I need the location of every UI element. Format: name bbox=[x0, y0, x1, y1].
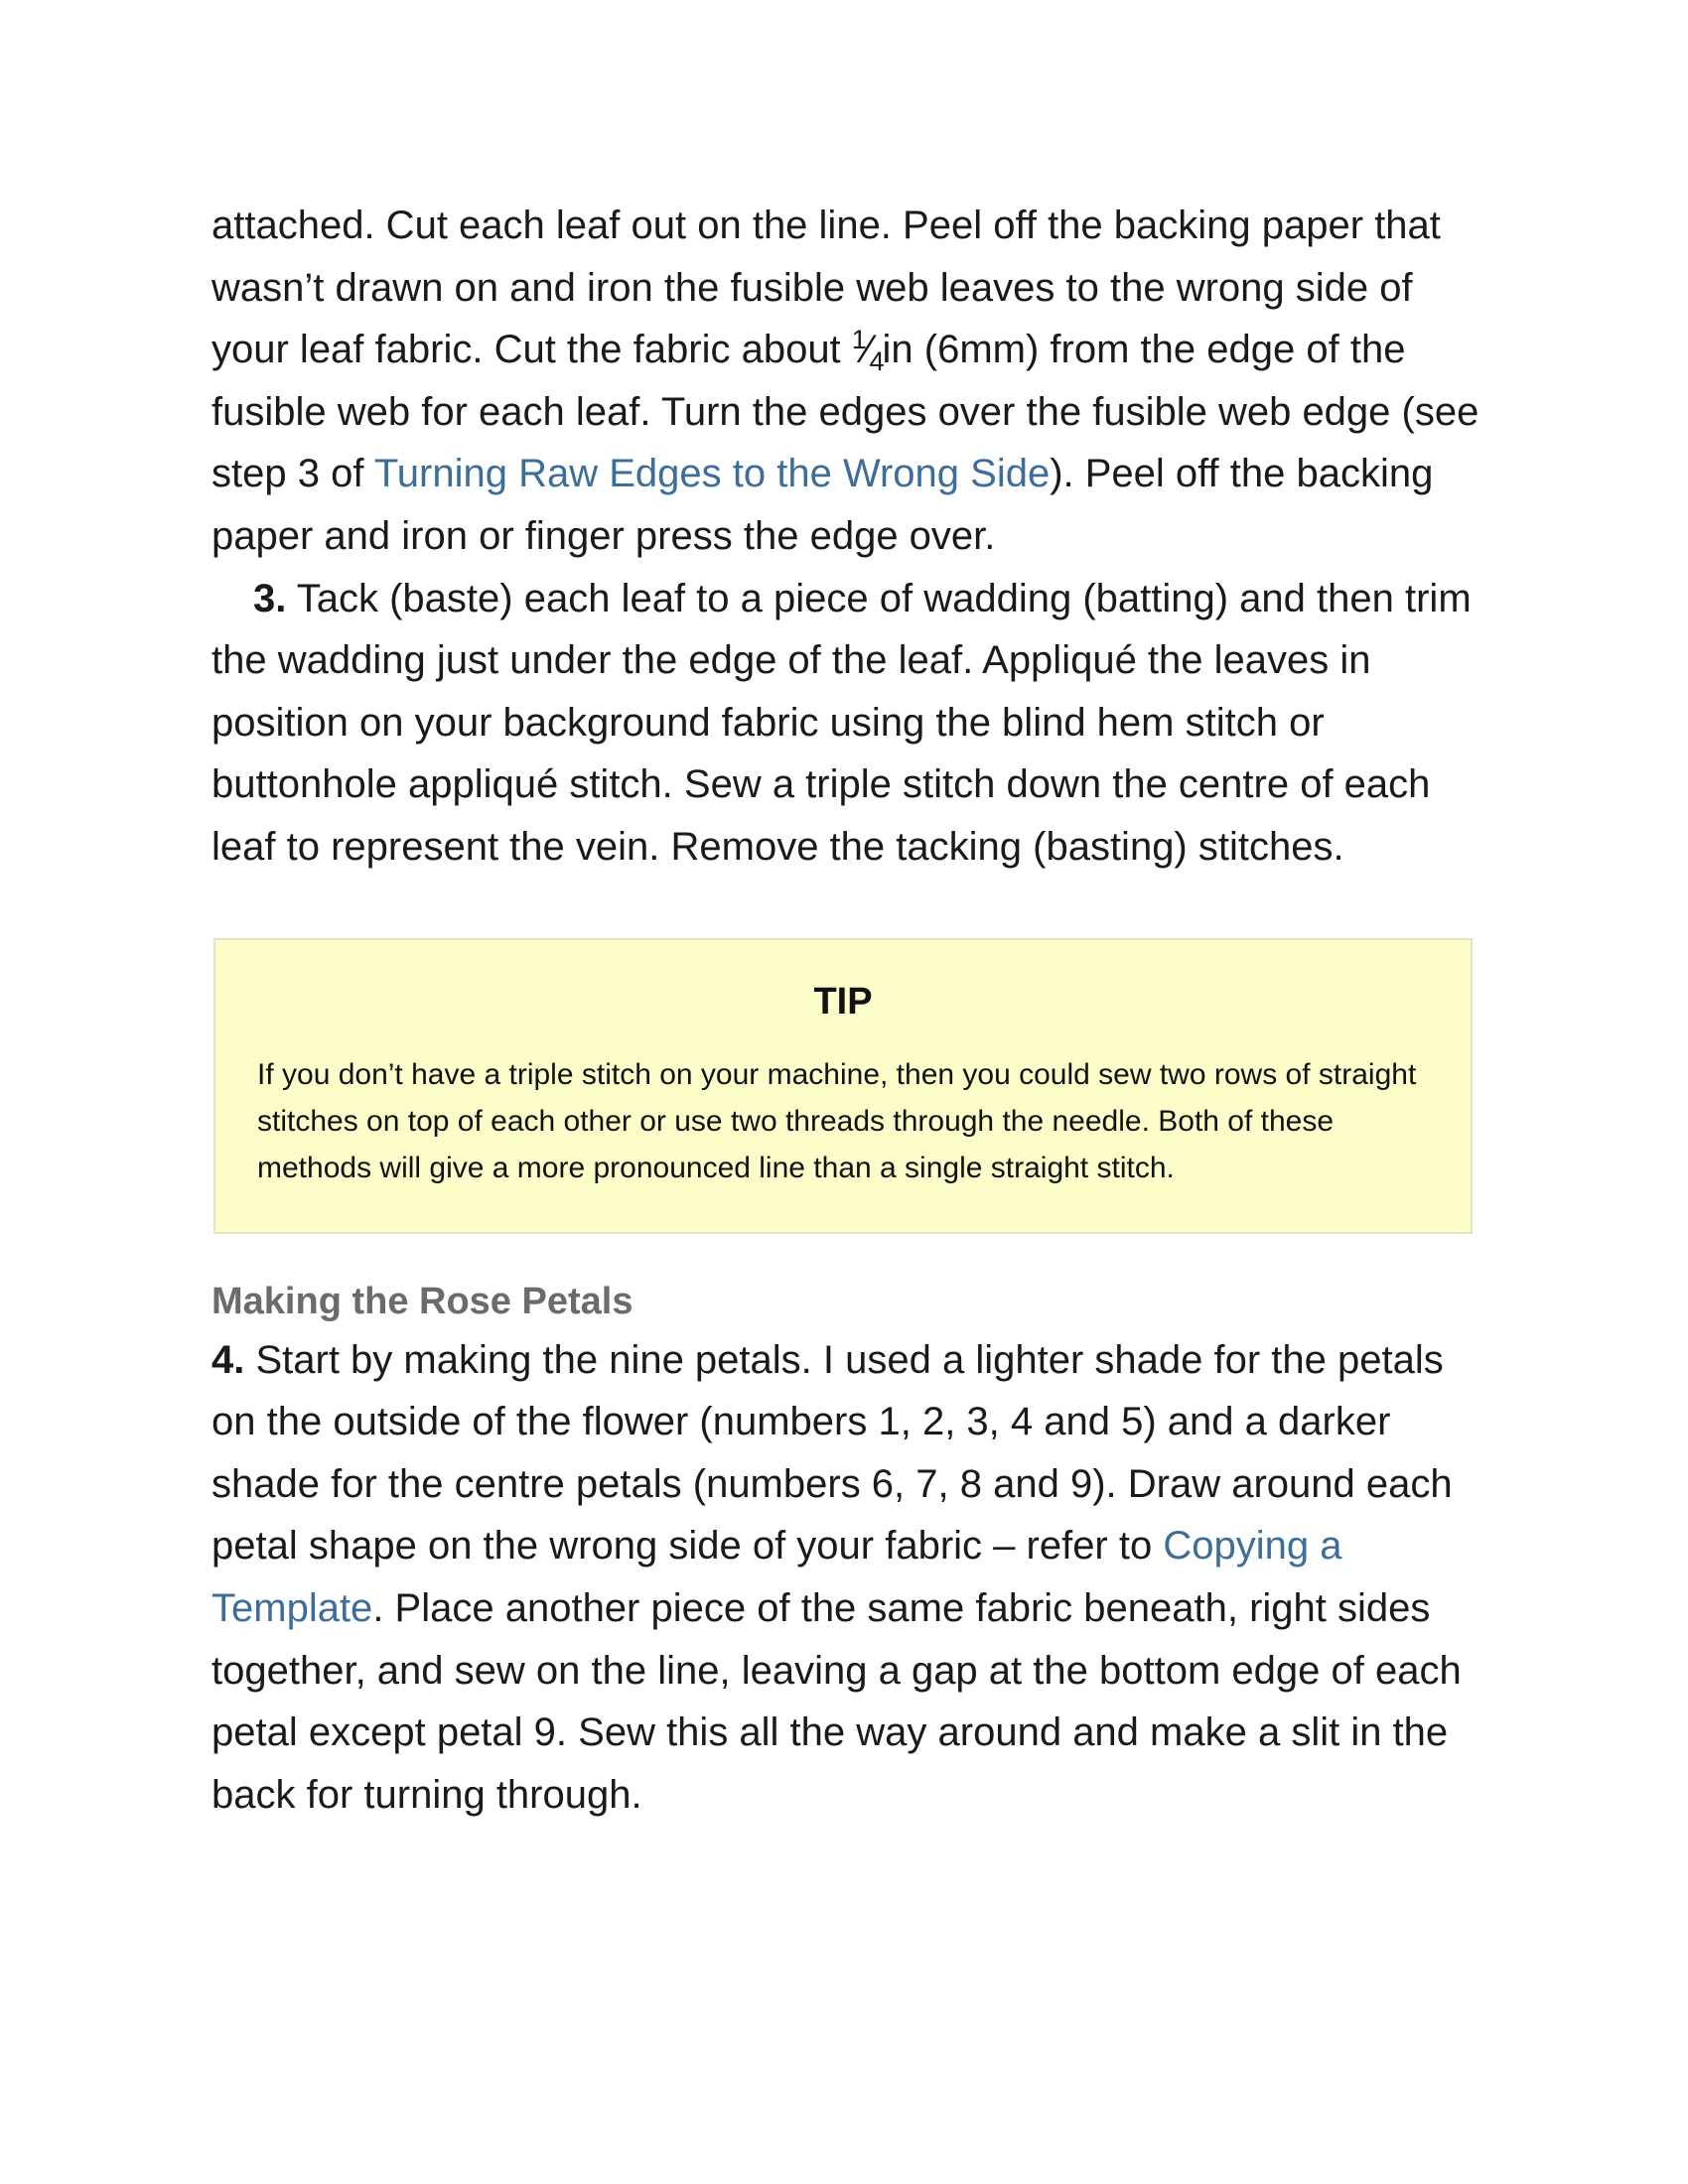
fraction-denominator: 4 bbox=[869, 346, 883, 377]
tip-box bbox=[213, 938, 1473, 1234]
paragraph-step-4 bbox=[211, 1329, 1492, 1827]
fraction-quarter bbox=[851, 325, 883, 377]
paragraph-leaf-cutting bbox=[211, 195, 1492, 568]
tip-text: If you don’t have a triple stitch on your machine, then you could sew two rows of straight stitches on top of each other or use two threads through the needle. Both of these methods will give a more pronounced line than a single straight stitch. bbox=[257, 1057, 1417, 1184]
paragraph-text: in (6mm) from the edge of the fusible web for each leaf. Turn the edges over the fusible web edge (see step 3 of bbox=[211, 328, 1479, 496]
paragraph-text: . Place another piece of the same fabric beneath, right sides together, and sew on the line, leaving a gap at the bottom edge of each petal except petal 9. Sew this all the way around and make a slit in the back for turning through. bbox=[211, 1585, 1462, 1817]
paragraph-text: Start by making the nine petals. I used a lighter shade for the petals on the outside of the flower (numbers 1, 2, 3, 4 and 5) and a darker shade for the centre petals (numbers 6, 7, 8 and 9). Draw around each petal shape on the wrong side of your fabric – refer to bbox=[211, 1337, 1453, 1569]
section-heading: Making the Rose Petals bbox=[211, 1280, 633, 1322]
link-turning-raw-edges[interactable]: Turning Raw Edges to the Wrong Side bbox=[373, 452, 1051, 496]
paragraph-text: ). Peel off the backing paper and iron or finger press the edge over. bbox=[211, 452, 1434, 558]
fraction-numerator: 1 bbox=[851, 325, 865, 355]
paragraph-text: attached. Cut each leaf out on the line. Peel off the backing paper that wasn’t drawn on and iron the fusible web leaves to the wrong side of your leaf fabric. Cut the fabric about bbox=[211, 204, 1441, 372]
paragraph-text: Tack (baste) each leaf to a piece of wadding (batting) and then trim the wadding just under the edge of the leaf. Appliqué the leaves in position on your background fabric using the blind hem stitch or buttonhole appliqué stitch. Sew a triple stitch down the centre of each leaf to represent the vein. Remove the tacking (basting) stitches. bbox=[211, 576, 1472, 869]
step-number: 3. bbox=[253, 576, 287, 620]
document-page bbox=[211, 195, 1492, 1826]
paragraph-step-3 bbox=[211, 568, 1492, 879]
fraction-slash: ⁄ bbox=[864, 328, 870, 372]
tip-title: TIP bbox=[813, 980, 873, 1023]
step-number: 4. bbox=[211, 1337, 245, 1382]
link-copying-template[interactable]: Copying a Template bbox=[211, 1524, 1342, 1630]
